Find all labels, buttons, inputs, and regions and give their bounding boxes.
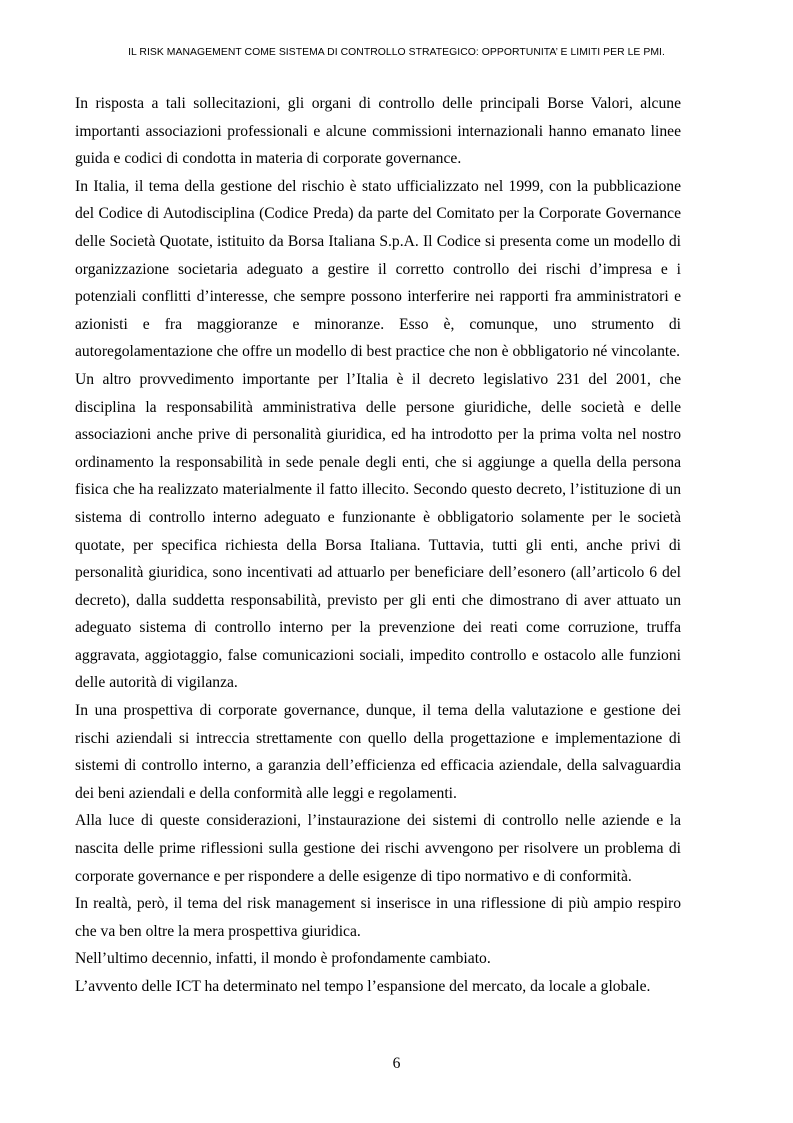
paragraph-6: In realtà, però, il tema del risk management si inserisce in una riflessione di più ampio respiro che va ben oltre la mera prospettiva giuridica. [75, 895, 681, 940]
paragraph-8: L’avvento delle ICT ha determinato nel tempo l’espansione del mercato, da locale a globale. [75, 978, 651, 995]
paragraph-4: In una prospettiva di corporate governance, dunque, il tema della valutazione e gestione dei rischi aziendali si intreccia strettamente con quello della progettazione e implementazione di sistemi di controllo interno, a garanzia dell’efficienza ed efficacia aziendale, della salvaguardia dei beni aziendali e della conformità alle leggi e regolamenti. [75, 702, 681, 802]
paragraph-7: Nell’ultimo decennio, infatti, il mondo è profondamente cambiato. [75, 950, 491, 968]
running-header: IL RISK MANAGEMENT COME SISTEMA DI CONTROLLO STRATEGICO: OPPORTUNITA’ E LIMITI PER LE PMI. [128, 47, 665, 58]
paragraph-3: Un altro provvedimento importante per l’Italia è il decreto legislativo 231 del 2001, che disciplina la responsabilità amministrativa delle persone giuridiche, delle società e delle associazioni anche prive di personalità giuridica, ed ha introdotto per la prima volta nel nostro ordinamento la responsabilità in sede penale degli enti, che si aggiunge a quella della persona fisica che ha realizzato materialmente il fatto illecito. Secondo questo decreto, l’istituzione di un sistema di controllo interno adeguato e funzionante è obbligatorio solamente per le società quotate, per specifica richiesta della Borsa Italiana. Tuttavia, tutti gli enti, anche privi di personalità giuridica, sono incentivati ad attuarlo per beneficiare dell’esonero (all’articolo 6 del decreto), dalla suddetta responsabilità, previsto per gli enti che dimostrano di aver attuato un adeguato sistema di controllo interno per la prevenzione dei reati come corruzione, truffa aggravata, aggiotaggio, false comunicazioni sociali, impedito controllo e ostacolo alle funzioni delle autorità di vigilanza. [75, 370, 681, 692]
paragraph-1: In risposta a tali sollecitazioni, gli organi di controllo delle principali Borse Valori, alcune importanti associazioni professionali e alcune commissioni internazionali hanno emanato linee guida e codici di condotta in materia di corporate governance. [75, 95, 681, 168]
body-text [75, 90, 681, 1001]
paragraph-2: In Italia, il tema della gestione del rischio è stato ufficializzato nel 1999, con la pubblicazione del Codice di Autodisciplina (Codice Preda) da parte del Comitato per la Corporate Governance delle Società Quotate, istituito da Borsa Italiana S.p.A. Il Codice si presenta come un modello di organizzazione societaria adeguato a gestire il corretto controllo dei rischi d’impresa e i potenziali conflitti d’interesse, che sempre possono interferire nei rapporti fra amministratori e azionisti e fra maggioranze e minoranze. Esso è, comunque, uno strumento di autoregolamentazione che offre un modello di best practice che non è obbligatorio né vincolante. [75, 177, 681, 361]
paragraph-5: Alla luce di queste considerazioni, l’instaurazione dei sistemi di controllo nelle aziende e la nascita delle prime riflessioni sulla gestione dei rischi avvengono per risolvere un problema di corporate governance e per rispondere a delle esigenze di tipo normativo e di conformità. [75, 812, 681, 885]
page-number: 6 [392, 1055, 401, 1072]
